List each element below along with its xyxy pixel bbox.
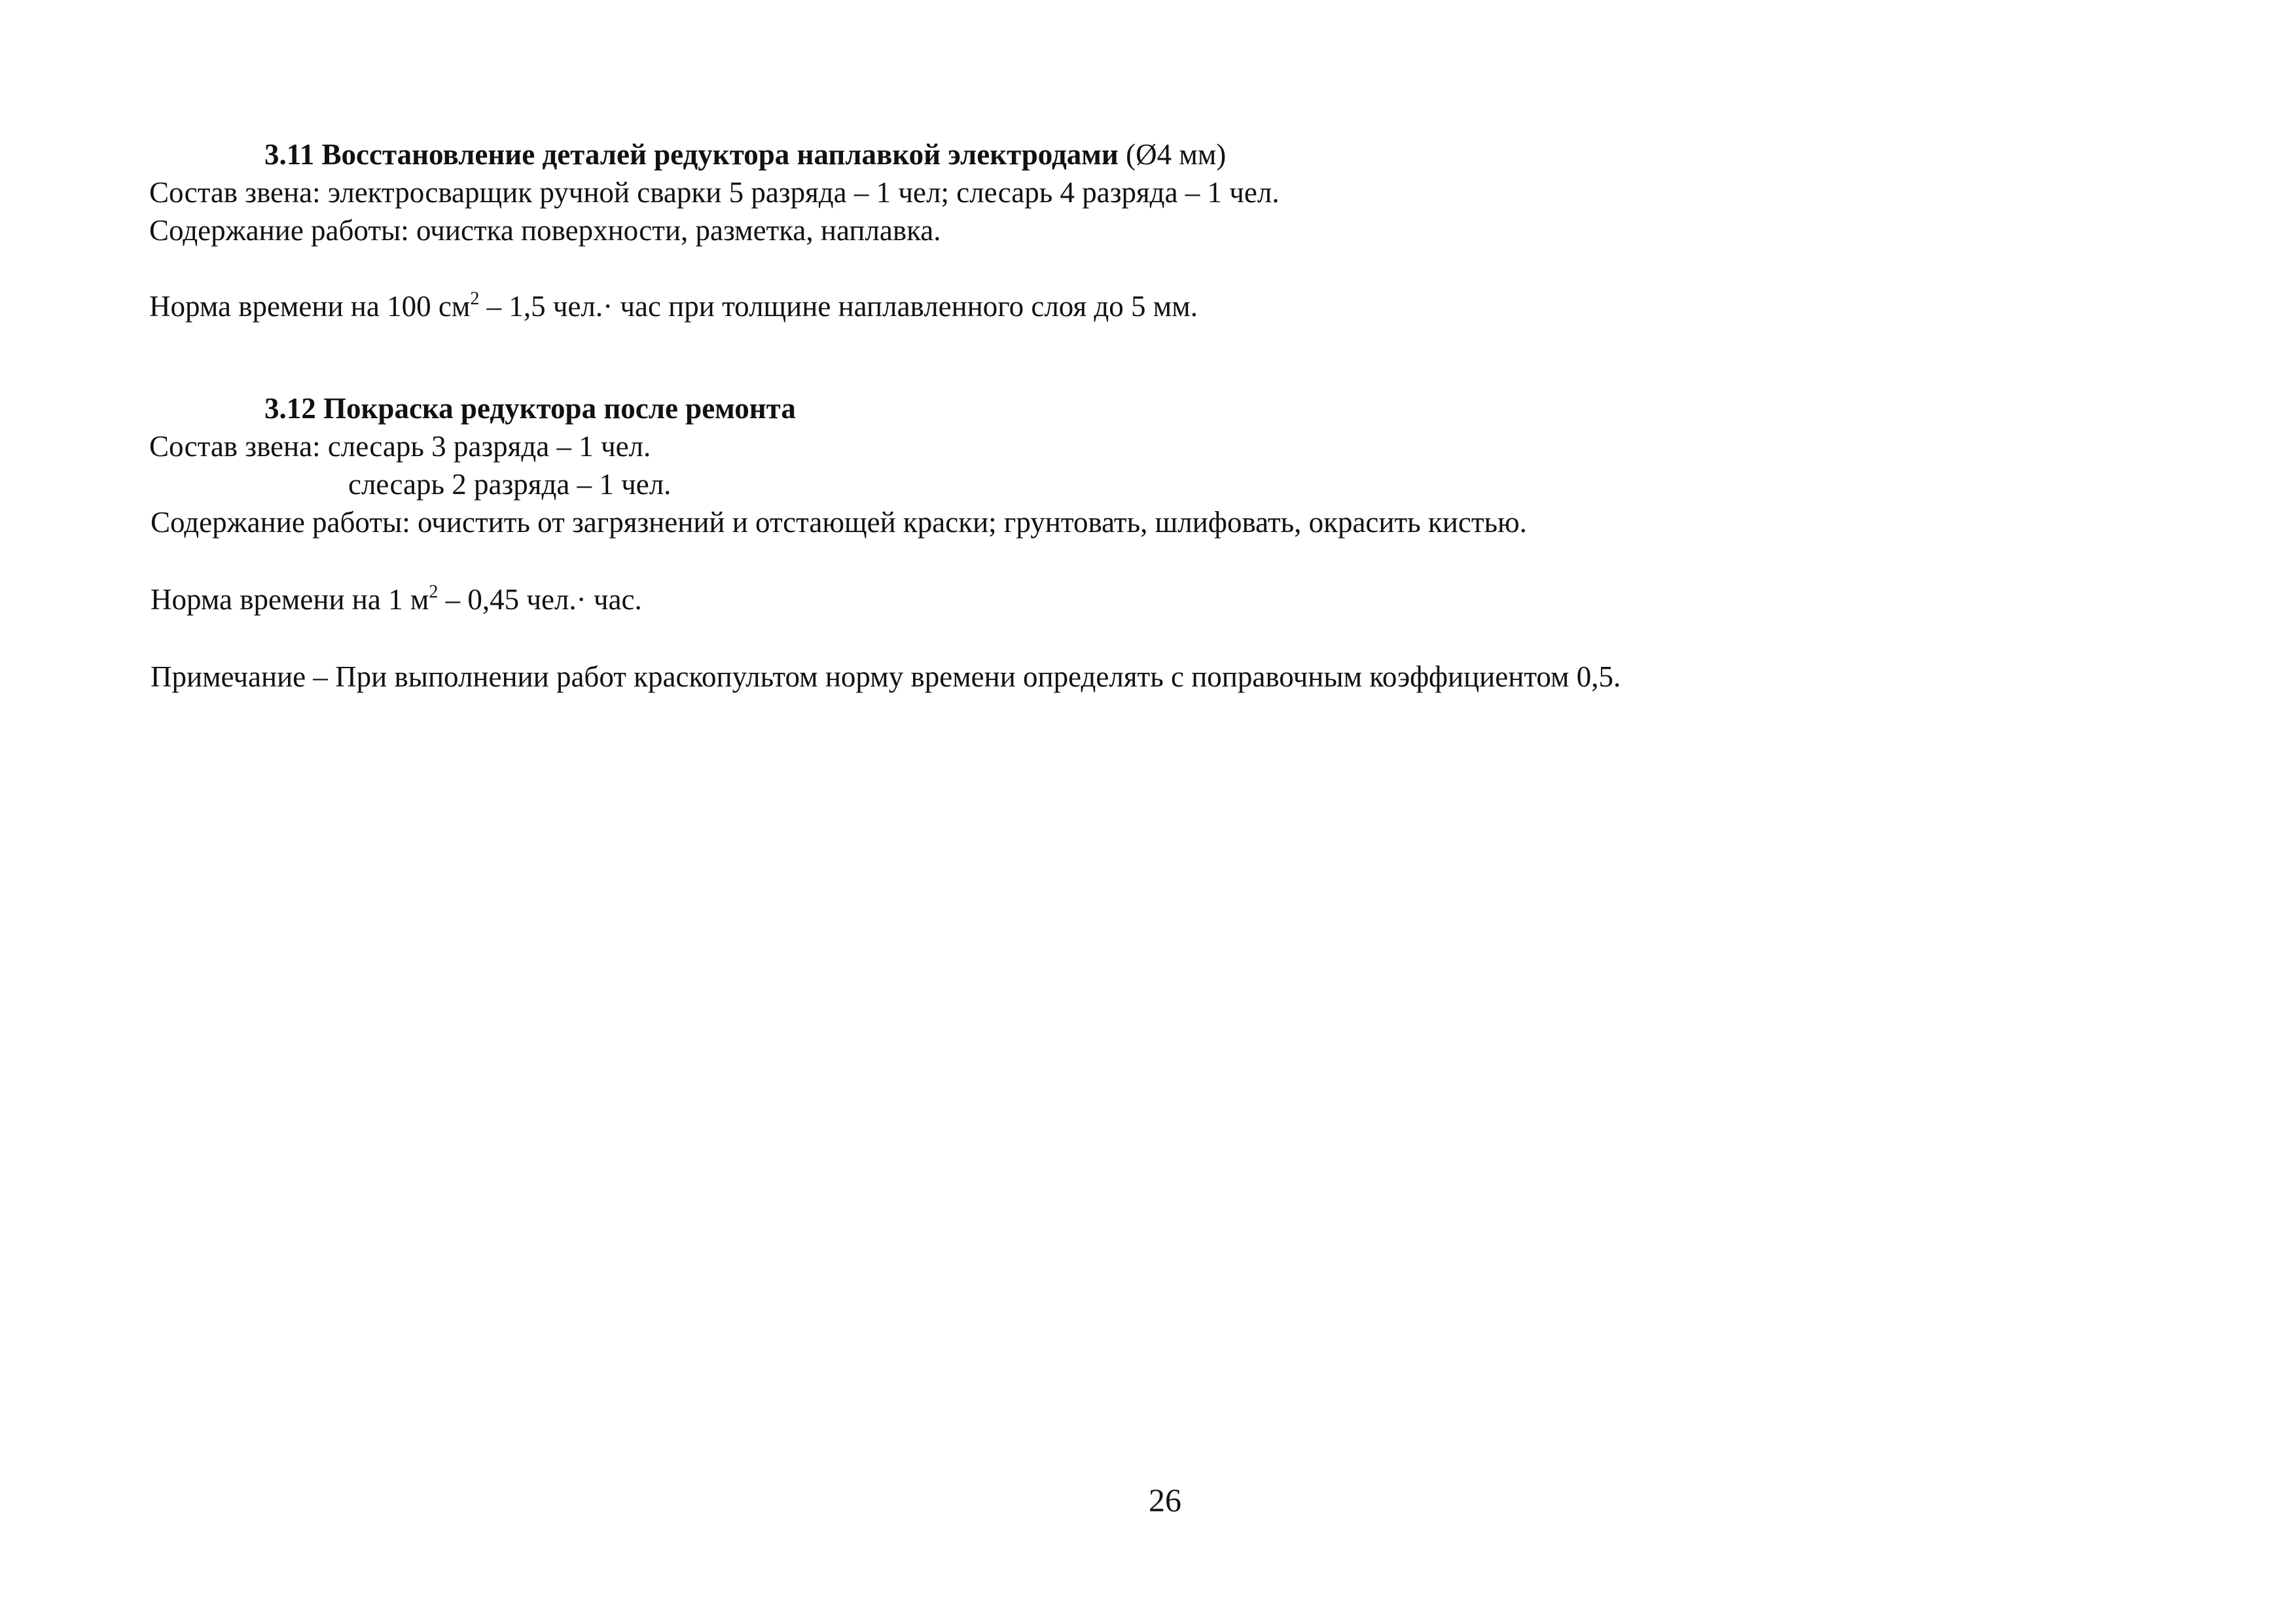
section-3-11-work-content: Содержание работы: очистка поверхности, разметка, наплавка. [149, 214, 941, 247]
section-3-12-norm-superscript: 2 [429, 582, 439, 602]
section-3-12-norm-suffix: – 0,45 чел.· час. [438, 583, 642, 616]
section-3-12-work-content: Содержание работы: очистить от загрязнений и отстающей краски; грунтовать, шлифовать, окрасить кистью. [151, 506, 1527, 539]
section-3-11-time-norm [149, 288, 1198, 325]
section-3-12-note: Примечание – При выполнении работ краскопультом норму времени определять с поправочным коэффициентом 0,5. [151, 660, 1621, 693]
section-3-11-heading-bold: 3.11 Восстановление деталей редуктора наплавкой электродами [264, 138, 1119, 171]
section-3-12-heading: 3.12 Покраска редуктора после ремонта [264, 392, 796, 425]
section-3-11-heading [264, 136, 1226, 173]
section-3-12-time-norm [151, 581, 642, 618]
page-number: 26 [1149, 1482, 1181, 1518]
section-3-12-crew-line-2: слесарь 2 разряда – 1 чел. [348, 468, 672, 501]
section-3-11-norm-prefix: Норма времени на 100 см [149, 290, 471, 323]
section-3-11-crew: Состав звена: электросварщик ручной сварки 5 разряда – 1 чел; слесарь 4 разряда – 1 чел. [149, 176, 1280, 209]
section-3-11-heading-normal: (Ø4 мм) [1118, 138, 1227, 171]
section-3-11-norm-superscript: 2 [470, 289, 480, 309]
section-3-11-norm-suffix: – 1,5 чел.· час при толщине наплавленного слоя до 5 мм. [479, 290, 1198, 323]
section-3-12-norm-prefix: Норма времени на 1 м [151, 583, 429, 616]
section-3-12-crew-line-1: Состав звена: слесарь 3 разряда – 1 чел. [149, 430, 651, 463]
